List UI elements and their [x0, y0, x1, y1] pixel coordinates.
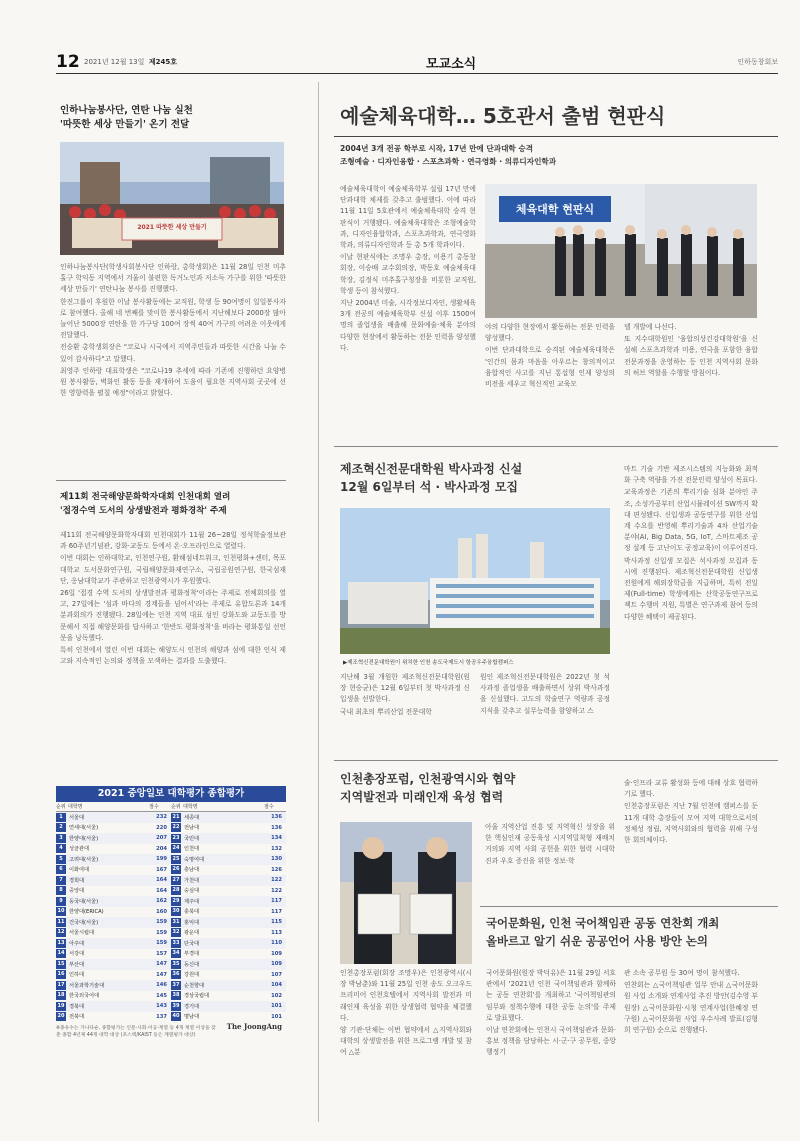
ranking-rank: 2 [56, 823, 66, 832]
ranking-score: 159 [156, 940, 167, 947]
ranking-university: 중앙대 [69, 888, 85, 895]
ranking-score: 117 [271, 898, 282, 905]
ranking-score: 107 [271, 971, 282, 978]
ranking-row [56, 980, 171, 991]
ranking-row [56, 1012, 171, 1023]
ranking-university: 부산대 [69, 961, 85, 968]
article3-col2 [485, 322, 615, 430]
divider [334, 136, 778, 137]
article3-paragraph: 이번 단과대학으로 승격된 예술체육대학은 '인간의 몸과 마음을 아우르는 창의적이고 융합적인 사고를 지닌 통섭형 인재 양성의 비전을 세우고 혁신적인 교육모 [485, 346, 615, 389]
ranking-university: 동신대 [184, 961, 200, 968]
article1-paragraph: 한진그룹이 후원한 이날 봉사활동에는 교직원, 학생 등 90여명이 일일봉사자로 참여했다. 올해 네 번째를 맞이한 봉사활동에서 지난해보다 2000장 많아 늘어난 5000장 연탄을 한 가구당 100여 장씩 40여 가구의 어려운 이웃에게 전달했다. [60, 297, 286, 340]
ranking-rank: 23 [172, 834, 180, 841]
ranking-university: 서강대 [69, 951, 85, 958]
article4-paragraph: 박사과정 신입생 모집은 석사과정 모집과 동시에 진행된다. 제조혁신전문대학원 신입생 전원에게 해외장학금을 지급하며, 특히 전일제(Full-time) 학생에게는 산학공동연구프로젝트 수행비 지원, 특별은 연구과제 참여 등의 다양한 혜택이 제공된다. [624, 556, 758, 621]
article4-headline [340, 460, 610, 496]
ranking-rank: 30 [172, 908, 180, 915]
ranking-score: 122 [271, 877, 282, 884]
ranking-university: 경기대 [184, 1003, 200, 1010]
ranking-score: 130 [271, 856, 282, 863]
page-number: 12 [56, 52, 80, 72]
article5-paragraph: 양 기관·단체는 이번 협약에서 △지역사회와 대학의 상생발전을 위한 프로그램 개발 및 참여 △분 [340, 1026, 472, 1057]
ranking-score: 137 [156, 1013, 167, 1020]
ranking-score: 204 [156, 845, 167, 852]
article1-title: '따뜻한 세상 만들기' 온기 전달 [60, 119, 190, 130]
ranking-score: 143 [156, 1003, 167, 1010]
ranking-rank: 22 [172, 824, 180, 831]
ranking-university: 세종대 [184, 814, 200, 821]
article3-subtitles [340, 142, 780, 168]
ranking-score: 132 [271, 845, 282, 852]
article6-headline [486, 914, 776, 950]
article3-col3 [624, 322, 758, 430]
article6-col1 [486, 968, 616, 1118]
ranking-score: 113 [271, 929, 282, 936]
ranking-university: 숭실대 [184, 888, 200, 895]
ranking-rank: 6 [56, 865, 66, 874]
ranking-university: 성균관대 [69, 846, 90, 853]
ranking-rank: 40 [172, 1013, 180, 1020]
ranking-score: 207 [156, 835, 167, 842]
ranking-row [171, 823, 286, 834]
article6-title-line2: 올바르고 알기 쉬운 공공언어 사용 방안 논의 [486, 934, 708, 948]
ranking-university: 가천대 [184, 877, 200, 884]
article2-paragraph: 특히 인천에서 열린 이번 대회는 해양도시 인천의 해양과 섬에 대한 인식 제고와 지속적인 논의와 정책을 모색하는 결과를 도출했다. [60, 646, 286, 666]
ranking-rank: 18 [57, 992, 65, 999]
ranking-rank: 35 [172, 960, 180, 967]
ranking-score: 199 [156, 856, 167, 863]
ranking-row [171, 1001, 286, 1012]
ranking-rank: 15 [57, 960, 65, 967]
article5-paragraph: 인천총장포럼은 지난 7월 인천에 캠퍼스를 둔 11개 대학 총장들이 모여 지역 대학으로서의 정체성 정립, 지역사회와의 협력을 위해 구성한 회의체이다. [624, 802, 758, 845]
article5-right [624, 778, 758, 896]
ranking-score: 145 [156, 992, 167, 999]
article1-body [60, 262, 286, 476]
ranking-rank: 21 [172, 813, 180, 820]
article4-col1 [340, 672, 470, 748]
ranking-university: 충남대 [184, 867, 200, 874]
ranking-rank: 28 [172, 887, 180, 894]
article5-col1 [340, 968, 472, 1118]
divider [480, 906, 778, 907]
ranking-score: 159 [156, 929, 167, 936]
ranking-row [56, 854, 171, 865]
ranking-university: 강원대 [184, 972, 200, 979]
ranking-rank: 12 [57, 929, 65, 936]
ranking-row [56, 833, 171, 844]
article2-paragraph: 이번 대회는 인하대학교, 인천연구원, 환해섬네트워크, 인천평화+센터, 목포대학교 도서문화연구원, 국립해양문화재연구소, 국립공원연구원, 한국섬재단, 옹남대학교가 주관하고 인천광역시가 후원했다. [60, 554, 286, 585]
ranking-row [171, 896, 286, 907]
ranking-row [56, 949, 171, 960]
ranking-rank: 38 [172, 992, 180, 999]
publication-name: 인하동창회보 [737, 58, 778, 66]
ranking-row [56, 823, 171, 834]
article4-paragraph: 국내 최초의 뿌리산업 전문대학 [340, 707, 432, 716]
ranking-university: 부경대 [184, 951, 200, 958]
article4-col2 [480, 672, 610, 748]
article5-paragraph: 술·인프라 교류 활성화 등에 대해 상호 협력하기로 했다. [624, 779, 758, 799]
article3-paragraph: 지난 2004년 미술, 시각정보디자인, 생활체육 3개 전공의 예술체육학부 신설 이후 1500여 명의 졸업생을 배출해 문화예술·체육 분야의 다양한 현장에서 활동하는 전문 인력을 양성했다. [340, 299, 476, 352]
ranking-university: 동국대(서울) [69, 898, 99, 905]
ranking-rank: 14 [57, 950, 65, 957]
ranking-rank: 33 [172, 939, 180, 946]
article3-paragraph: 예술체육대학이 예술체육학부 설립 17년 만에 단과대학 체제를 갖추고 출범했다. 이에 따라 11월 11일 5호관에서 예술체육대학 승격 현판식이 거행됐다. 예술체육대학은 조형예술학과, 디자인융합학과, 스포츠과학과, 연극영화학과, 의류디자인학과 등 총 5개 학과이다. [340, 185, 476, 250]
article5-paragraph: 아울 지역산업 진흥 및 지역혁신 성장을 위한 핵심인재 공동육성 시지역밀착형 재배치 거의와 지역 사회 공헌을 위한 협력 시대학 진과 우호 증진을 위한 정보·학 [485, 823, 615, 865]
article3-sign: 체육대학 현판식 [515, 203, 595, 216]
ranking-score: 162 [156, 898, 167, 905]
ranking-header [56, 802, 286, 812]
article6-paragraph: 국어문화원(원장 박덕유)은 11월 29일 서호관에서 '2021년 인천 국어책임관과 함께하는 공동 연찬회'를 개최하고 '국어책임관의 임무와 정책수행에 대한 공동 논의'를 주제로 발표했다. [486, 969, 616, 1022]
article6-paragraph: 이날 연찬회에는 인천시 국어책임관과 문화·홍보 정책을 담당하는 시·군·구 공무원, 중앙행정기 [486, 1026, 616, 1057]
ranking-row [171, 949, 286, 960]
ranking-row [171, 938, 286, 949]
ranking-row [56, 970, 171, 981]
ranking-score: 159 [156, 919, 167, 926]
article1-banner: 2021 따뜻한 세상 만들기 [137, 224, 207, 231]
ranking-row [56, 938, 171, 949]
ranking-score: 164 [156, 887, 167, 894]
ranking-rank: 31 [172, 918, 180, 925]
ranking-university: 전북대 [69, 1014, 85, 1021]
ranking-row [56, 991, 171, 1002]
ranking-rank: 3 [56, 834, 66, 843]
ranking-rank: 25 [172, 855, 180, 862]
ranking-row [171, 970, 286, 981]
ranking-row [171, 865, 286, 876]
ranking-left-column [56, 812, 171, 1022]
article4-photo [340, 508, 610, 654]
ranking-score: 122 [271, 887, 282, 894]
article2-body [60, 530, 286, 768]
ranking-col-score: 점수 [264, 804, 274, 810]
ranking-rank: 37 [172, 981, 180, 988]
issue-date: 2021년 12월 13일 제245호 [84, 58, 177, 66]
ranking-score: 101 [271, 1013, 282, 1020]
ranking-rank: 13 [57, 939, 65, 946]
ranking-score: 109 [271, 950, 282, 957]
column-divider [318, 82, 319, 1122]
ranking-university: 한국외국어대 [69, 993, 100, 1000]
ranking-rank: 39 [172, 1002, 180, 1009]
ranking-row [171, 980, 286, 991]
ranking-rank: 10 [57, 908, 65, 915]
ranking-rank: 32 [172, 929, 180, 936]
ranking-col-rank: 순위 [171, 804, 181, 810]
ranking-row [56, 896, 171, 907]
ranking-score: 117 [271, 908, 282, 915]
ranking-col-name: 대학명 [183, 804, 198, 810]
article2-title-line1: 제11회 전국해양문화학자대회 인천대회 열려 [60, 492, 231, 502]
ranking-university: 순천향대 [184, 982, 205, 989]
article4-paragraph: 지난해 3월 개원한 제조혁신전문대학원(원장 현승균)은 12월 6일부터 첫 박사과정 신입생을 선발한다. [340, 673, 470, 704]
ranking-row [171, 875, 286, 886]
ranking-university: 국민대 [184, 835, 200, 842]
ranking-source: The JoongAng [226, 1022, 282, 1031]
ranking-row [171, 812, 286, 823]
ranking-score: 102 [271, 992, 282, 999]
article2-headline [60, 490, 288, 518]
ranking-col-score: 점수 [149, 804, 159, 810]
article1-paragraph: 인하나눔봉사단(학생사회봉사단 인하랑, 총학생회)은 11월 28일 인천 미추홀구 학익동 지역에서 겨울이 불편한 독거노인과 저소득 가구를 위한 '따뜻한 세상 만들기' 연탄나눔 봉사를 진행했다. [60, 263, 286, 294]
ranking-rank: 19 [57, 1002, 65, 1009]
ranking-score: 136 [271, 814, 282, 821]
ranking-university: 전남대 [184, 825, 200, 832]
ranking-university: 서울대 [69, 814, 85, 821]
article6-col2 [624, 968, 758, 1118]
ranking-score: 220 [156, 824, 167, 831]
ranking-university: 고려대(서울) [69, 856, 99, 863]
ranking-row [171, 928, 286, 939]
page-header [56, 48, 778, 74]
ranking-university: 광운대 [184, 930, 200, 937]
ranking-row [171, 917, 286, 928]
ranking-row [56, 886, 171, 897]
article1-kicker: 인하나눔봉사단, 연탄 나눔 실천 [60, 105, 193, 116]
ranking-university: 숙명여대 [184, 856, 205, 863]
ranking-table [56, 786, 286, 1039]
ranking-row [56, 917, 171, 928]
ranking-rank: 26 [172, 866, 180, 873]
ranking-row [56, 928, 171, 939]
article3-paragraph: 이날 현판식에는 조명우 총장, 이용기 총동창회장, 이승배 교수회의장, 박동호 예술체육대학장, 김정식 미추홀구청장을 비롯한 교직원, 학생 등이 참석했다. [340, 253, 476, 295]
article4-title-line1: 제조혁신전문대학원 박사과정 신설 [340, 462, 523, 476]
ranking-university: 이화여대 [69, 867, 90, 874]
article5-headline [340, 770, 610, 806]
ranking-university: 서울시립대 [69, 930, 95, 937]
ranking-university: 인하대 [69, 972, 85, 979]
ranking-right-column [171, 812, 286, 1022]
ranking-university: 경상국립대 [184, 993, 210, 1000]
ranking-score: 134 [271, 835, 282, 842]
ranking-title: 2021 중앙일보 대학평가 종합평가 [56, 786, 286, 802]
ranking-score: 167 [156, 866, 167, 873]
article5-photo [340, 822, 472, 964]
ranking-rank: 4 [56, 844, 66, 853]
ranking-university: 한양대(서울) [69, 835, 99, 842]
ranking-rank: 29 [172, 897, 180, 904]
ranking-row [56, 844, 171, 855]
ranking-rank: 20 [57, 1013, 65, 1020]
article4-right [624, 464, 758, 748]
ranking-score: 110 [271, 940, 282, 947]
ranking-rank: 17 [57, 981, 65, 988]
ranking-row [56, 907, 171, 918]
article1-headline [60, 104, 285, 132]
section-title: 모교소식 [426, 57, 477, 72]
ranking-row [171, 844, 286, 855]
divider [334, 760, 778, 761]
article6-paragraph: 관 소속 공무원 등 30여 명이 참석했다. [624, 969, 740, 977]
ranking-row [171, 1012, 286, 1023]
ranking-university: 연세대(서울) [69, 825, 99, 832]
ranking-rank: 8 [56, 886, 66, 895]
ranking-university: 아주대 [69, 940, 85, 947]
article2-title-line2: '접경수역 도서의 상생발전과 평화경착' 주제 [60, 506, 227, 516]
article6-title-line1: 국어문화원, 인천 국어책임관 공동 연찬회 개최 [486, 916, 720, 930]
ranking-university: 서울과학기술대 [69, 982, 105, 989]
ranking-university: 한양대(ERICA) [69, 909, 104, 916]
article5-paragraph: 인천총장포럼(회장 조명우)은 인천광역시(시장 박남춘)와 11월 25일 인천 송도 오크우드프리미어 인천호텔에서 지역사회 발전과 미래인재 육성을 위한 상생협력 협약을 체결했다. [340, 969, 472, 1022]
ranking-score: 101 [271, 1003, 282, 1010]
ranking-score: 126 [271, 866, 282, 873]
article3-photo [485, 184, 757, 318]
ranking-col-name: 대학명 [68, 804, 83, 810]
article3-paragraph: 델 개발에 나선다. [624, 323, 677, 331]
article3-title: 예술체육대학… 5호관서 출범 현판식 [340, 104, 666, 128]
ranking-score: 146 [156, 982, 167, 989]
article3-subtitle1: 2004년 3개 전공 학부로 시작, 17년 만에 단과대학 승격 [340, 144, 534, 153]
ranking-score: 232 [156, 814, 167, 821]
ranking-row [56, 1001, 171, 1012]
divider [334, 446, 778, 447]
ranking-row [171, 854, 286, 865]
ranking-university: 홍익대 [184, 919, 200, 926]
article4-paragraph: 교육과정은 기존의 뿌리기술 심화 분야인 주조, 소성가공부터 산업시뮬레이션 SW까지 확대 편성됐다. 신입생과 공동연구를 위한 산업계 수요를 반영해 뿌리기술과 4차 산업기술 분야(AI, Big Data, 5G, IoT, 스마트제조 공정 설계 등 고난이도 공정교육)이 이루어진다. [624, 488, 758, 553]
ranking-rank: 5 [56, 855, 66, 864]
ranking-score: 104 [271, 982, 282, 989]
article5-title-line1: 인천총장포럼, 인천광역시와 협약 [340, 772, 516, 786]
ranking-rank: 27 [172, 876, 180, 883]
article3-paragraph: 야의 다양한 현장에서 활동하는 전문 인력을 양성했다. [485, 323, 615, 343]
ranking-university: 건국대(서울) [69, 919, 99, 926]
ranking-university: 단국대 [184, 940, 200, 947]
ranking-rank: 34 [172, 950, 180, 957]
ranking-score: 147 [156, 961, 167, 968]
article1-paragraph: 전승환 총학생회장은 "코로나 시국에서 지역주민들과 따뜻한 시간을 나눌 수 있어 감사하다"고 말했다. [60, 343, 286, 363]
ranking-row [171, 991, 286, 1002]
ranking-row [171, 833, 286, 844]
article3-subtitle2: 조형예술 · 디자인융합 · 스포츠과학 · 연극영화 · 의류디자인학과 [340, 157, 557, 166]
ranking-row [171, 886, 286, 897]
ranking-university: 명남대 [184, 1014, 200, 1021]
ranking-score: 147 [156, 971, 167, 978]
ranking-row [56, 959, 171, 970]
article2-paragraph: 제11회 전국해양문화학자대회 인천대회가 11월 26~28일 정석학술정보관과 60주년기념관, 강화·교동도 등에서 온·오프라인으로 열렸다. [60, 531, 286, 551]
article1-paragraph: 최영주 인하랑 대표학생은 "코로나19 추세에 따라 기존에 진행하던 요양병원 봉사활동, 벽화인 활동 등을 재개하여 도움이 필요한 지역사회 곳곳에 선한 영향력을 펼칠 예정"이라고 밝혔다. [60, 366, 286, 398]
ranking-rank: 9 [56, 897, 66, 906]
ranking-score: 136 [271, 824, 282, 831]
ranking-university: 인천대 [184, 846, 200, 853]
ranking-rank: 24 [172, 845, 180, 852]
ranking-university: 제주대 [184, 898, 200, 905]
ranking-university: 충북대 [184, 909, 200, 916]
ranking-row [56, 875, 171, 886]
article4-paragraph: 원인 제조혁신전문대학원은 2022년 첫 석사과정 졸업생을 배출하면서 상위 박사과정을 신설했다. 고도의 학술연구 역량과 공정 지식을 갖추고 실무능력을 함양하고 스 [480, 673, 610, 715]
article4-caption: ▶제조혁신전문대학원이 위치한 인천 송도국제도시 항공우주융합캠퍼스 [343, 660, 514, 666]
ranking-rank: 16 [57, 971, 65, 978]
ranking-rank: 11 [57, 918, 65, 925]
ranking-score: 160 [156, 908, 167, 915]
article2-paragraph: 26일 '접경 수역 도서의 상생발전과 평화정착'이라는 주제로 전체회의를 열고, 27일에는 '섬과 바다의 경계들을 넘어서'라는 주제로 유합도론과 14개 분과회의가 진행됐다. 28일에는 인천 지역 대표 섬인 강화도와 교동도를 방문해서 직접 해양문화를 답사하고 '한반도 평화정착'을 바라는 평화통일 선언문을 낭독했다. [60, 589, 286, 642]
article4-title-line2: 12월 6일부터 석 · 박사과정 모집 [340, 480, 519, 494]
ranking-rank: 7 [56, 876, 66, 885]
ranking-score: 164 [156, 877, 167, 884]
article5-title-line2: 지역발전과 미래인재 육성 협력 [340, 790, 504, 804]
ranking-note: ※종유수는 가나다순, 종합평가는 인문·사회·이공·계열 등 4개 계열 이상을 갖춘 종합 4년제 44개 대학 대상 (포스텍/KAIST 등은 계열평가 대상) [56, 1026, 216, 1038]
ranking-row [56, 812, 171, 823]
article4-paragraph: 마트 기술 기반 제조시스템의 지능화와 최적화 구축 역량을 가진 전문인력 양성이 목표다. [624, 465, 758, 485]
ranking-row [56, 865, 171, 876]
ranking-row [171, 959, 286, 970]
article6-paragraph: 연찬회는 △국어책임관 업무 안내 △국어문화원 사업 소개와 연계사업 추진 방안(김수영 부원장) △국어문화원·시청 연계사업(한혜정 연구원) △국어문화원 사업 우수사례 발표(김형희 연구원) 순으로 진행됐다. [624, 981, 758, 1035]
ranking-score: 115 [271, 919, 282, 926]
ranking-university: 경희대 [69, 877, 85, 884]
article1-photo [60, 142, 284, 255]
ranking-university: 경북대 [69, 1003, 85, 1010]
ranking-row [171, 907, 286, 918]
ranking-rank: 36 [172, 971, 180, 978]
article3-col1 [340, 184, 476, 428]
ranking-score: 157 [156, 950, 167, 957]
ranking-col-rank: 순위 [56, 804, 66, 810]
ranking-rank: 1 [56, 813, 66, 822]
article3-paragraph: 또 지수대학원인 '융합의상건강대학원'을 신설해 스포츠과학과 미용, 연극을 포함한 융합전문과정을 운영하는 등 인천 지역사회 문화의 허브 역할을 수행할 방침이다. [624, 335, 758, 377]
divider [56, 480, 286, 481]
ranking-score: 109 [271, 961, 282, 968]
